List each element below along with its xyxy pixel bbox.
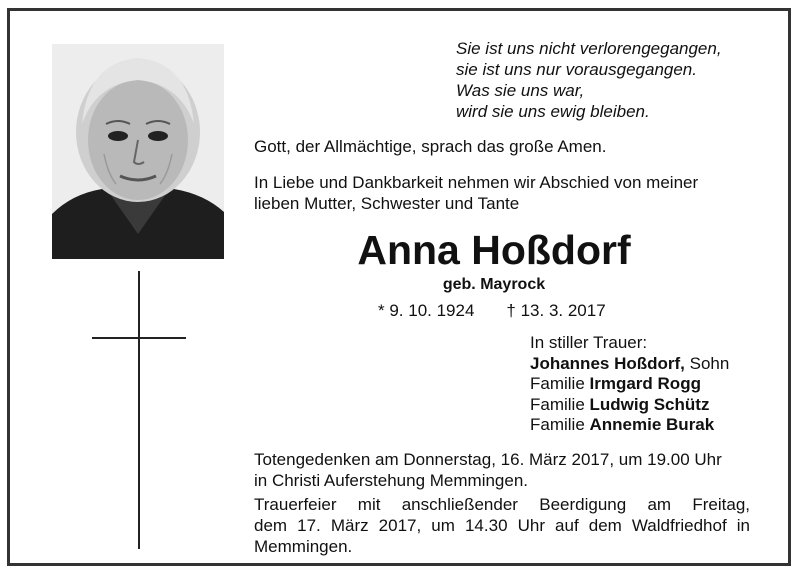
- poem-line: Was sie uns war,: [456, 81, 585, 100]
- mourner-prefix: Familie: [530, 394, 590, 414]
- mourner-prefix: Familie: [530, 415, 590, 434]
- mourner-entry: [530, 415, 729, 436]
- life-dates: [378, 300, 606, 322]
- mourner-name: Annemie Burak: [589, 415, 715, 434]
- funeral-service: [254, 494, 750, 557]
- mourner-name: Irmgard Rogg: [589, 374, 701, 393]
- poem-line: sie ist uns nur vorausgegangen.: [456, 60, 697, 79]
- mourner-prefix: Familie: [530, 374, 590, 393]
- deceased-name: Anna Hoßdorf: [357, 227, 631, 273]
- memorial-line: Totengedenken am Donnerstag, 16. März 2017, um 19.00 Uhr: [254, 450, 722, 469]
- poem: [456, 38, 722, 122]
- mourner-entry: [530, 374, 729, 395]
- amen-line: Gott, der Allmächtige, sprach das große Amen.: [254, 137, 607, 156]
- funeral-line: dem 17. März 2017, um 14.30 Uhr auf dem Waldfriedhof in: [254, 516, 750, 535]
- memorial-service: [254, 450, 722, 491]
- poem-line: wird sie uns ewig bleiben.: [456, 102, 650, 121]
- funeral-line: Memmingen.: [254, 537, 353, 556]
- birth-date: * 9. 10. 1924: [378, 301, 475, 320]
- mourner-name: Ludwig Schütz: [589, 394, 710, 414]
- farewell-line: In Liebe und Dankbarkeit nehmen wir Abschied von meiner: [254, 173, 699, 192]
- farewell-text: [254, 172, 698, 214]
- mourner-name: Johannes Hoßdorf,: [530, 353, 685, 373]
- cross-icon-bar: [92, 337, 186, 339]
- farewell-line: lieben Mutter, Schwester und Tante: [254, 194, 520, 213]
- mourner-relation: Sohn: [684, 353, 730, 373]
- poem-line: Sie ist uns nicht verlorengegangen,: [456, 39, 722, 58]
- maiden-name: geb. Mayrock: [442, 276, 546, 293]
- portrait-photo: [52, 44, 224, 259]
- memorial-line: in Christi Auferstehung Memmingen.: [254, 470, 529, 490]
- mourner-entry: [530, 395, 729, 416]
- mourners-list: [530, 333, 729, 436]
- mourners-intro: In stiller Trauer:: [530, 333, 648, 352]
- mourner-entry: [530, 354, 729, 375]
- cross-icon: [138, 271, 140, 549]
- death-date: † 13. 3. 2017: [506, 301, 606, 320]
- funeral-line: Trauerfeier mit anschließender Beerdigung am Freitag,: [254, 495, 750, 514]
